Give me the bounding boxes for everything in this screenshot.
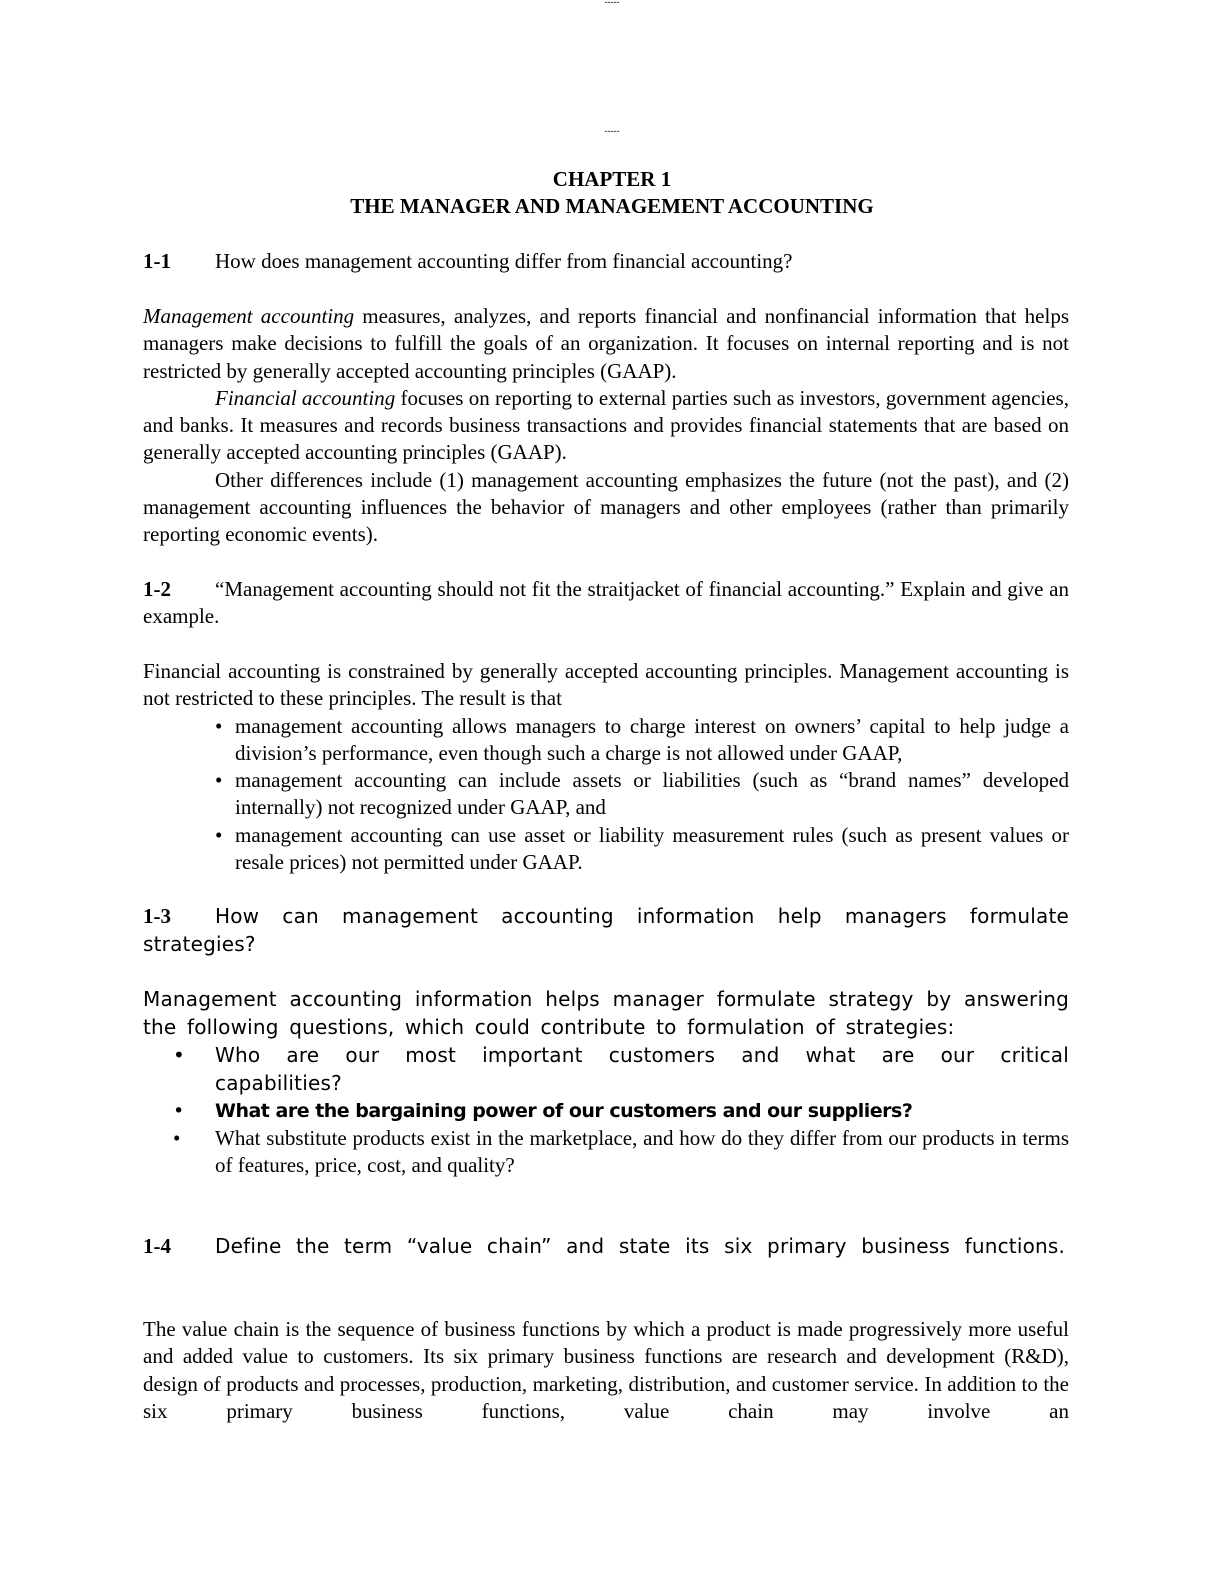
list-item: • management accounting allows managers to charge interest on owners’ capital to help judge a division’s performance, even though such a charge is not allowed under GAAP, (215, 713, 1069, 765)
question-number: 1-1 (143, 249, 171, 273)
bullet-list (215, 713, 1069, 877)
header-mark-second: ----- (604, 126, 620, 136)
answer-paragraph: Financial accounting focuses on reporting to external parties such as investors, government agencies, and banks. It measures and records business transactions and provides financial statements that are based on generally accepted accounting principles (GAAP). (143, 385, 1069, 465)
question-text: How can management accounting information help managers formulate strategies? (143, 904, 1069, 957)
list-item: • management accounting can use asset or liability measurement rules (such as present values or resale prices) not permitted under GAAP. (215, 822, 1069, 875)
answer-1-3 (143, 985, 1069, 1180)
question-1-4 (143, 1232, 1069, 1260)
question-number: 1-3 (143, 904, 171, 928)
term-financial-accounting: Financial accounting (215, 385, 396, 410)
answer-paragraph: Management accounting information helps manager formulate strategy by answering the following questions, which could contribute to formulation of strategies: (143, 987, 1069, 1039)
bullet-icon: • (215, 768, 223, 793)
question-number: 1-4 (143, 1234, 171, 1258)
bullet-icon: • (215, 713, 223, 738)
term-management-accounting: Management accounting (143, 304, 355, 328)
chapter-title: THE MANAGER AND MANAGEMENT ACCOUNTING (350, 194, 874, 218)
question-text: Define the term “value chain” and state its six primary business functions. (215, 1234, 1066, 1258)
answer-paragraph: Other differences include (1) management accounting emphasizes the future (not the past), and (2) management accounting influences the behavior of managers and other employees (rather than primarily reporting economic events). (143, 467, 1069, 547)
list-item: • Who are our most important customers and what are our critical capabilities? (173, 1043, 1069, 1095)
bullet-icon: • (215, 822, 223, 847)
bullet-icon: • (173, 1126, 181, 1150)
answer-paragraph: The value chain is the sequence of business functions by which a product is made progressively more useful and added value to customers. Its six primary business functions are research and development (R&D), design of products and processes, production, marketing, distribution, and customer service. In addition to the six primary business functions, value chain may involve an (143, 1317, 1069, 1423)
header-mark-top: ----- (604, 0, 620, 7)
answer-1-2 (143, 658, 1069, 876)
answer-1-4 (143, 1316, 1069, 1425)
question-1-1 (143, 248, 1069, 275)
bullet-icon: • (173, 1043, 185, 1067)
bullet-icon: • (173, 1100, 184, 1122)
question-text: How does management accounting differ from financial accounting? (215, 249, 793, 273)
answer-paragraph: Management accounting measures, analyzes, and reports financial and nonfinancial information that helps managers make decisions to fulfill the goals of an organization. It focuses on internal reporting and is not restricted by generally accepted accounting principles (GAAP). (143, 304, 1069, 383)
answer-1-1 (143, 303, 1069, 549)
question-1-2 (143, 576, 1069, 631)
question-number: 1-2 (143, 577, 171, 601)
answer-paragraph: Financial accounting is constrained by generally accepted accounting principles. Management accounting is not restricted to these principles. The result is that (143, 659, 1069, 711)
list-item: • management accounting can include assets or liabilities (such as “brand names” developed internally) not recognized under GAAP, and (215, 768, 1069, 820)
question-text: “Management accounting should not fit the straitjacket of financial accounting.” Explain and give an example. (143, 577, 1069, 629)
list-item: • What substitute products exist in the marketplace, and how do they differ from our products in terms of features, price, cost, and quality? (173, 1126, 1069, 1178)
list-item: • What are the bargaining power of our customers and our suppliers? (215, 1097, 1069, 1125)
question-1-3 (143, 902, 1069, 959)
chapter-number: CHAPTER 1 (552, 167, 672, 191)
bullet-list (173, 1041, 1069, 1180)
